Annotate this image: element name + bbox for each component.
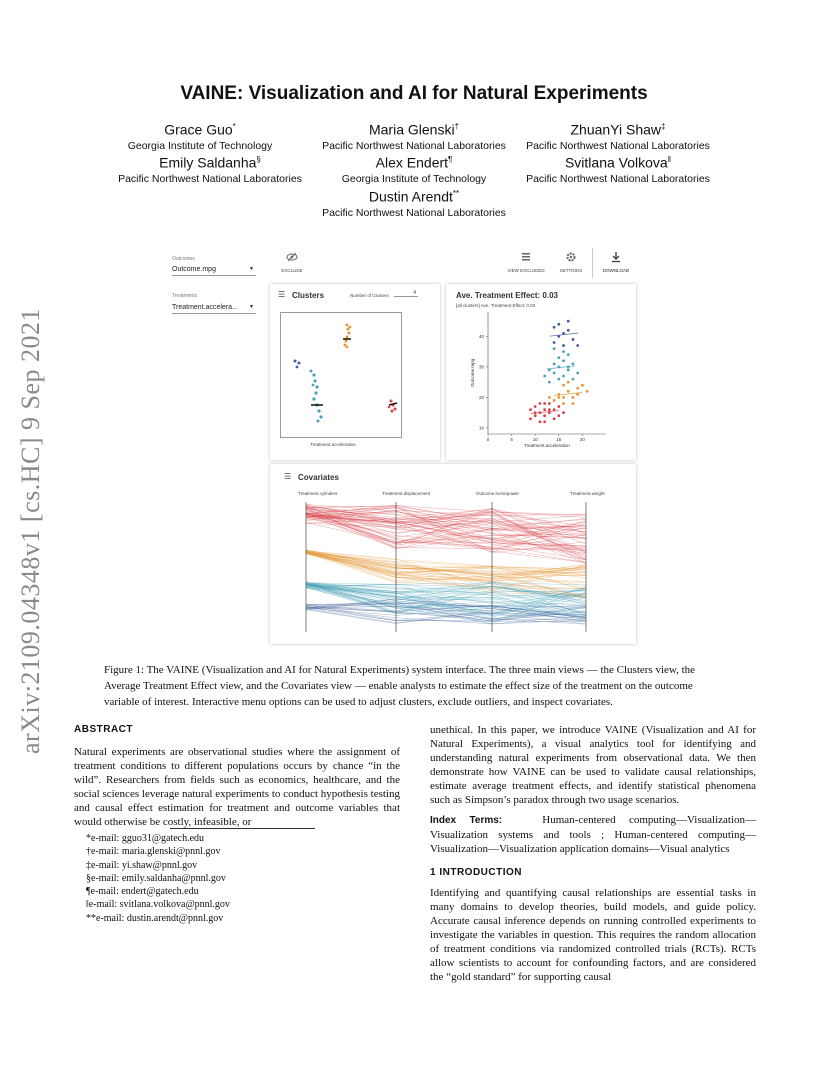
pc-axis-label: Treatment.displacement: [382, 491, 431, 496]
data-point: [562, 375, 565, 378]
data-point: [543, 402, 546, 405]
abstract-heading: ABSTRACT: [74, 724, 133, 735]
y-tick-label: 10: [478, 425, 484, 431]
tune-icon[interactable]: ☰: [284, 472, 292, 481]
num-clusters-select[interactable]: 4: [394, 290, 418, 297]
data-point: [529, 408, 532, 411]
abstract-text: Natural experiments are observational studies where the assignment of treatment conditions to different populations occurs by chance “in the wild”. Researchers from fields such as economics, healthcare, and the social sciences leverage natural experiments to conduct hypothesis testing and causal effect estimation for treatment and outcome variables that would otherwise be costly, infeasible, or: [74, 746, 400, 828]
treatment-select[interactable]: Treatment.accelera... ▼: [172, 304, 256, 314]
ate-title: Ave. Treatment Effect: 0.03: [456, 291, 558, 300]
data-point: [567, 390, 570, 393]
x-axis-label: Treatment.acceleration: [524, 443, 570, 448]
footnote: ‡e-mail: yi.shaw@pnnl.gov: [86, 859, 198, 871]
data-point: [548, 408, 551, 411]
covariates-panel: [270, 464, 636, 644]
tune-icon[interactable]: ☰: [278, 290, 286, 299]
data-point: [557, 396, 560, 399]
data-point: [534, 414, 537, 417]
data-point: [567, 353, 570, 356]
clusters-panel: [270, 284, 440, 460]
figure-caption: Figure 1: The VAINE (Visualization and AI for Natural Experiments) system interface. The three main views — the Clusters view, the Average Treatment Effect view, and the Covariates view — enable analysts to estimate the effect size of the treatment on the outcome variable of interest. Interactive menu options can be used to adjust clusters, exclude outliers, and inspect covariates.: [104, 664, 696, 708]
data-point: [557, 414, 560, 417]
right-column: [430, 723, 756, 984]
footnote: †e-mail: maria.glenski@pnnl.gov: [86, 846, 221, 858]
author-7: Dustin Arendt** Pacific Northwest National Laboratories: [322, 188, 506, 219]
footnote: ¶e-mail: endert@gatech.edu: [86, 886, 199, 898]
y-axis-label: Outcome.mpg: [470, 358, 475, 388]
data-point: [572, 362, 575, 365]
data-point: [576, 372, 579, 375]
data-point: [557, 405, 560, 408]
data-point: [557, 356, 560, 359]
view-excluded-button[interactable]: VIEW EXCLUDED: [504, 250, 548, 273]
y-tick-label: 40: [478, 333, 484, 339]
ate-scatter: [446, 284, 636, 460]
data-point: [534, 405, 537, 408]
ate-subtitle: [all clusters] Ave. Treatment Effect: 0.03: [456, 303, 536, 308]
data-point: [539, 420, 542, 423]
data-point: [562, 359, 565, 362]
paper-title: VAINE: Visualization and AI for Natural Experiments: [180, 83, 648, 104]
data-point: [572, 402, 575, 405]
x-tick-label: 10: [532, 437, 538, 442]
intro-text: Identifying and quantifying causal relationships are essential tasks in many domains to develop theories, build models, and guide policy. Accurate causal inference depends on running controlled experiments to investigate the variables in question. This requires the random allocation of treatment conditions via randomized controlled trials (RCTs). RCTs allow scientists to account for confounding factors, and are considered the “gold standard” for supporting causal: [430, 887, 756, 983]
footnotes: [86, 832, 230, 925]
data-point: [567, 369, 570, 372]
outcome-select[interactable]: Outcome.mpg ▼: [172, 266, 256, 276]
list-icon: [520, 251, 532, 263]
footnote: §e-mail: emily.saldanha@pnnl.gov: [86, 872, 226, 884]
clusters-plot: [280, 312, 402, 438]
y-tick-label: 20: [478, 394, 484, 400]
data-point: [553, 347, 556, 350]
data-point: [562, 350, 565, 353]
author-1: Grace Guo* Georgia Institute of Technology: [127, 121, 273, 152]
pc-axis-label: Treatment.weight: [570, 491, 605, 496]
index-terms: Index Terms: Human-centered computing—Visualization—Visualization systems and tools ; Human-centered computing—Visualization—Visualization application domains—Visual analytics: [430, 814, 757, 855]
data-point: [557, 323, 560, 326]
outcomes-label: Outcomes: [172, 256, 195, 262]
data-point: [553, 341, 556, 344]
exclude-button[interactable]: EXCLUDE: [280, 250, 304, 273]
data-point: [557, 378, 560, 381]
author-5: Alex Endert¶ Georgia Institute of Technology: [341, 154, 487, 185]
data-point: [576, 387, 579, 390]
clusters-axis-label: Treatment.acceleration: [310, 442, 356, 447]
data-point: [562, 396, 565, 399]
data-point: [548, 396, 551, 399]
author-4: Emily Saldanha§ Pacific Northwest National Laboratories: [118, 154, 302, 185]
footnote: **e-mail: dustin.arendt@pnnl.gov: [86, 912, 224, 924]
data-point: [553, 362, 556, 365]
author-3: ZhuanYi Shaw‡ Pacific Northwest National Laboratories: [526, 121, 710, 152]
data-point: [543, 375, 546, 378]
data-point: [562, 344, 565, 347]
y-tick-label: 30: [478, 364, 484, 370]
footnote: *e-mail: gguo31@gatech.edu: [86, 833, 205, 844]
gear-icon: [565, 251, 577, 263]
figure-1: [164, 248, 664, 648]
data-point: [572, 396, 575, 399]
data-point: [553, 417, 556, 420]
trend-line: [547, 366, 575, 369]
data-point: [529, 417, 532, 420]
download-icon: [610, 251, 622, 263]
pc-axis-label: Treatment.cylinders: [298, 491, 338, 496]
chevron-down-icon: ▼: [249, 266, 254, 272]
data-point: [562, 411, 565, 414]
data-point: [553, 399, 556, 402]
pc-axis-label: Outcome.horsepower: [476, 491, 520, 496]
intro-heading: 1 INTRODUCTION: [430, 867, 522, 878]
x-tick-label: 20: [579, 437, 585, 442]
data-point: [553, 326, 556, 329]
download-button[interactable]: DOWNLOAD: [596, 250, 636, 273]
data-point: [581, 384, 584, 387]
data-point: [567, 320, 570, 323]
abstract-section: [74, 723, 400, 829]
data-point: [572, 378, 575, 381]
x-tick-label: 0: [486, 437, 490, 442]
author-2: Maria Glenski† Pacific Northwest National Laboratories: [322, 121, 506, 152]
footnote-rule: [170, 828, 315, 829]
data-point: [586, 390, 589, 393]
data-point: [576, 344, 579, 347]
settings-button[interactable]: SETTINGS: [554, 250, 588, 273]
abstract-continued: unethical. In this paper, we introduce VAINE (Visualization and AI for Natural Experiments), a visual analytics tool for identifying and understanding natural experiments from observational data. We then demonstrate how VAINE can be used to validate causal relationships, estimate average treatment effects, and identify statistical phenomena such as Simpson’s paradox through two usage scenarios.: [430, 724, 756, 806]
x-tick-label: 5: [510, 437, 513, 442]
data-point: [567, 381, 570, 384]
data-point: [543, 420, 546, 423]
data-point: [567, 329, 570, 332]
treatments-label: Treatments: [172, 293, 198, 299]
data-point: [548, 381, 551, 384]
toolbar-divider: [592, 248, 593, 278]
clusters-title: Clusters: [292, 291, 325, 300]
data-point: [572, 338, 575, 341]
author-6: Svitlana Volkova‖ Pacific Northwest National Laboratories: [526, 154, 710, 185]
data-point: [543, 408, 546, 411]
data-point: [553, 372, 556, 375]
num-clusters-label: Number of Clusters: [350, 293, 389, 298]
eye-off-icon: [286, 251, 298, 263]
data-point: [539, 402, 542, 405]
data-point: [548, 402, 551, 405]
arxiv-stamp: arXiv:2109.04348v1 [cs.HC] 9 Sep 2021: [16, 307, 45, 755]
ate-panel: [446, 284, 636, 460]
data-point: [562, 402, 565, 405]
data-point: [562, 384, 565, 387]
footnote: ‖e-mail: svitlana.volkova@pnnl.gov: [86, 899, 230, 911]
parallel-coordinates: [270, 464, 636, 644]
clusters-projection: [281, 313, 401, 437]
x-tick-label: 15: [556, 437, 562, 442]
chevron-down-icon: ▼: [249, 304, 254, 310]
data-point: [543, 414, 546, 417]
covariates-title: Covariates: [298, 473, 339, 482]
